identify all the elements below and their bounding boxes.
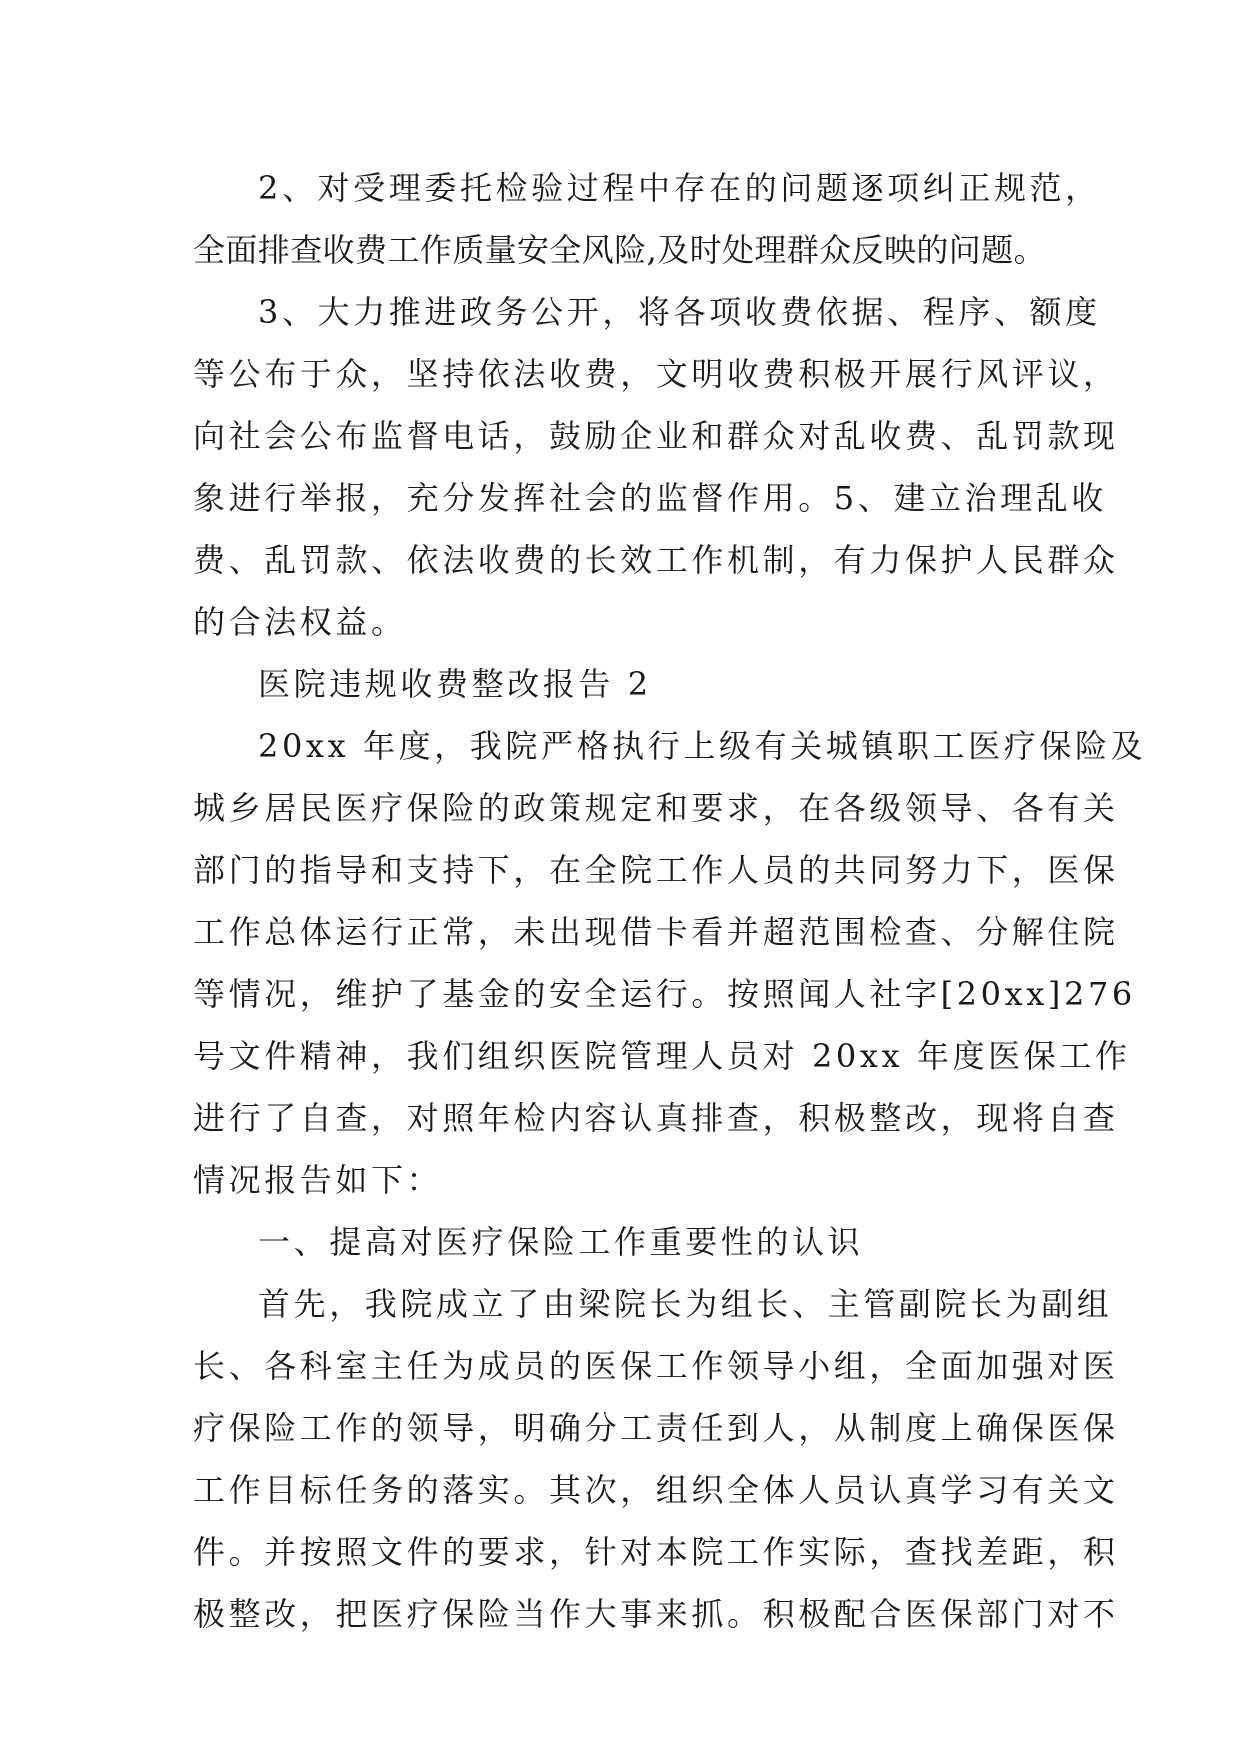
paragraph-line: 的合法权益。	[193, 603, 407, 641]
section-heading: 一、提高对医疗保险工作重要性的认识	[258, 1223, 864, 1261]
paragraph-line: 长、各科室主任为成员的医保工作领导小组，全面加强对医	[193, 1347, 1119, 1385]
paragraph-line: 号文件精神，我们组织医院管理人员对 20xx 年度医保工作	[193, 1037, 1131, 1075]
paragraph-line: 工作目标任务的落实。其次，组织全体人员认真学习有关文	[193, 1471, 1119, 1509]
paragraph-line: 向社会公布监督电话，鼓励企业和群众对乱收费、乱罚款现	[193, 417, 1119, 455]
paragraph-line: 件。并按照文件的要求，针对本院工作实际，查找差距，积	[193, 1533, 1119, 1571]
paragraph-line: 等公布于众，坚持依法收费，文明收费积极开展行风评议，	[193, 355, 1119, 393]
paragraph-line: 极整改，把医疗保险当作大事来抓。积极配合医保部门对不	[193, 1595, 1119, 1633]
paragraph-line: 3、大力推进政务公开，将各项收费依据、程序、额度	[258, 293, 1101, 331]
paragraph-line: 全面排查收费工作质量安全风险,及时处理群众反映的问题。	[193, 231, 1046, 269]
paragraph-line: 疗保险工作的领导，明确分工责任到人，从制度上确保医保	[193, 1409, 1119, 1447]
paragraph-line: 城乡居民医疗保险的政策规定和要求，在各级领导、各有关	[193, 789, 1119, 827]
paragraph-line: 进行了自查，对照年检内容认真排查，积极整改，现将自查	[193, 1099, 1119, 1137]
paragraph-line: 20xx 年度，我院严格执行上级有关城镇职工医疗保险及	[258, 727, 1147, 765]
paragraph-line: 等情况，维护了基金的安全运行。按照闻人社字[20xx]276	[193, 975, 1136, 1013]
paragraph-line: 部门的指导和支持下，在全院工作人员的共同努力下，医保	[193, 851, 1119, 889]
paragraph-line: 情况报告如下：	[193, 1161, 443, 1199]
paragraph-line: 2、对受理委托检验过程中存在的问题逐项纠正规范，	[258, 169, 1101, 207]
paragraph-line: 首先，我院成立了由梁院长为组长、主管副院长为副组	[258, 1285, 1113, 1323]
paragraph-line: 工作总体运行正常，未出现借卡看并超范围检查、分解住院	[193, 913, 1119, 951]
section-heading: 医院违规收费整改报告 2	[258, 665, 652, 703]
paragraph-line: 费、乱罚款、依法收费的长效工作机制，有力保护人民群众	[193, 541, 1119, 579]
paragraph-line: 象进行举报，充分发挥社会的监督作用。5、建立治理乱收	[193, 479, 1107, 517]
